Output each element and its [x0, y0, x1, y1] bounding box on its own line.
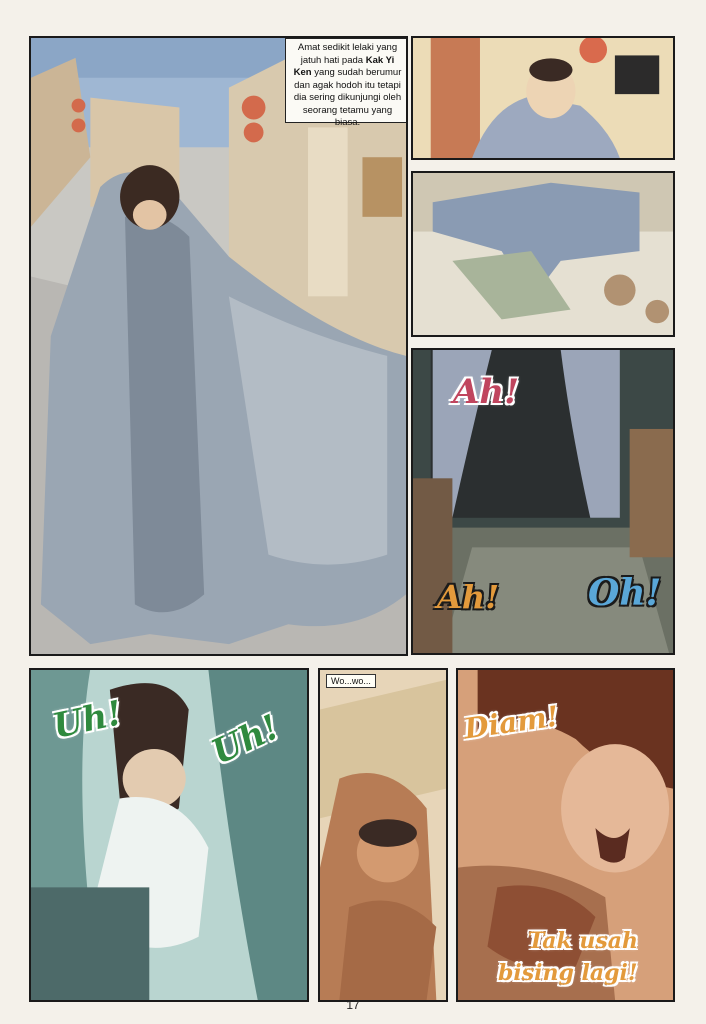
panel-wowo — [318, 668, 448, 1002]
caption-name-2: Ken — [293, 67, 312, 78]
caption-line-6: seorang tetamu yang biasa. — [302, 104, 393, 128]
caption-line-4: dan agak hodoh itu tetapi — [294, 79, 401, 91]
sfx-ah-bottom: Ah! — [437, 578, 500, 616]
panel-diam — [456, 668, 675, 1002]
speech-wowo: Wo...wo... — [326, 674, 376, 688]
cloaked-figure-illustration — [31, 38, 406, 654]
caption-line-5: dia sering dikunjungi oleh — [293, 92, 402, 103]
caption-line-3: yang sudah berumur — [311, 67, 402, 78]
page-number: 17 — [346, 998, 360, 1012]
panel-woman-running — [411, 36, 675, 160]
sfx-ah-top: Ah! — [453, 372, 520, 412]
panel-interior — [411, 348, 675, 655]
caption-line-1: Amat sedikit lelaki yang — [297, 42, 398, 53]
woman-running-illustration — [413, 38, 673, 158]
caption-name-1: Kak Yi — [365, 54, 395, 66]
panel-cloaked-figure — [29, 36, 408, 656]
sfx-oh: Oh! — [588, 572, 662, 614]
legs-balls-illustration — [413, 173, 673, 335]
sfx-uh-left: Uh! — [49, 693, 126, 747]
panel-uh-curtains — [29, 668, 309, 1002]
panel-legs-balls — [411, 171, 675, 337]
sfx-tak-usah: Tak usah — [528, 928, 639, 954]
sfx-uh-right: Uh! — [205, 707, 286, 773]
sfx-bising-lagi: bising lagi! — [498, 960, 638, 986]
wowo-illustration — [320, 670, 446, 1000]
sfx-diam: Diam! — [462, 699, 561, 746]
narration-caption — [285, 38, 408, 128]
caption-line-2: jatuh hati pada — [300, 54, 366, 66]
